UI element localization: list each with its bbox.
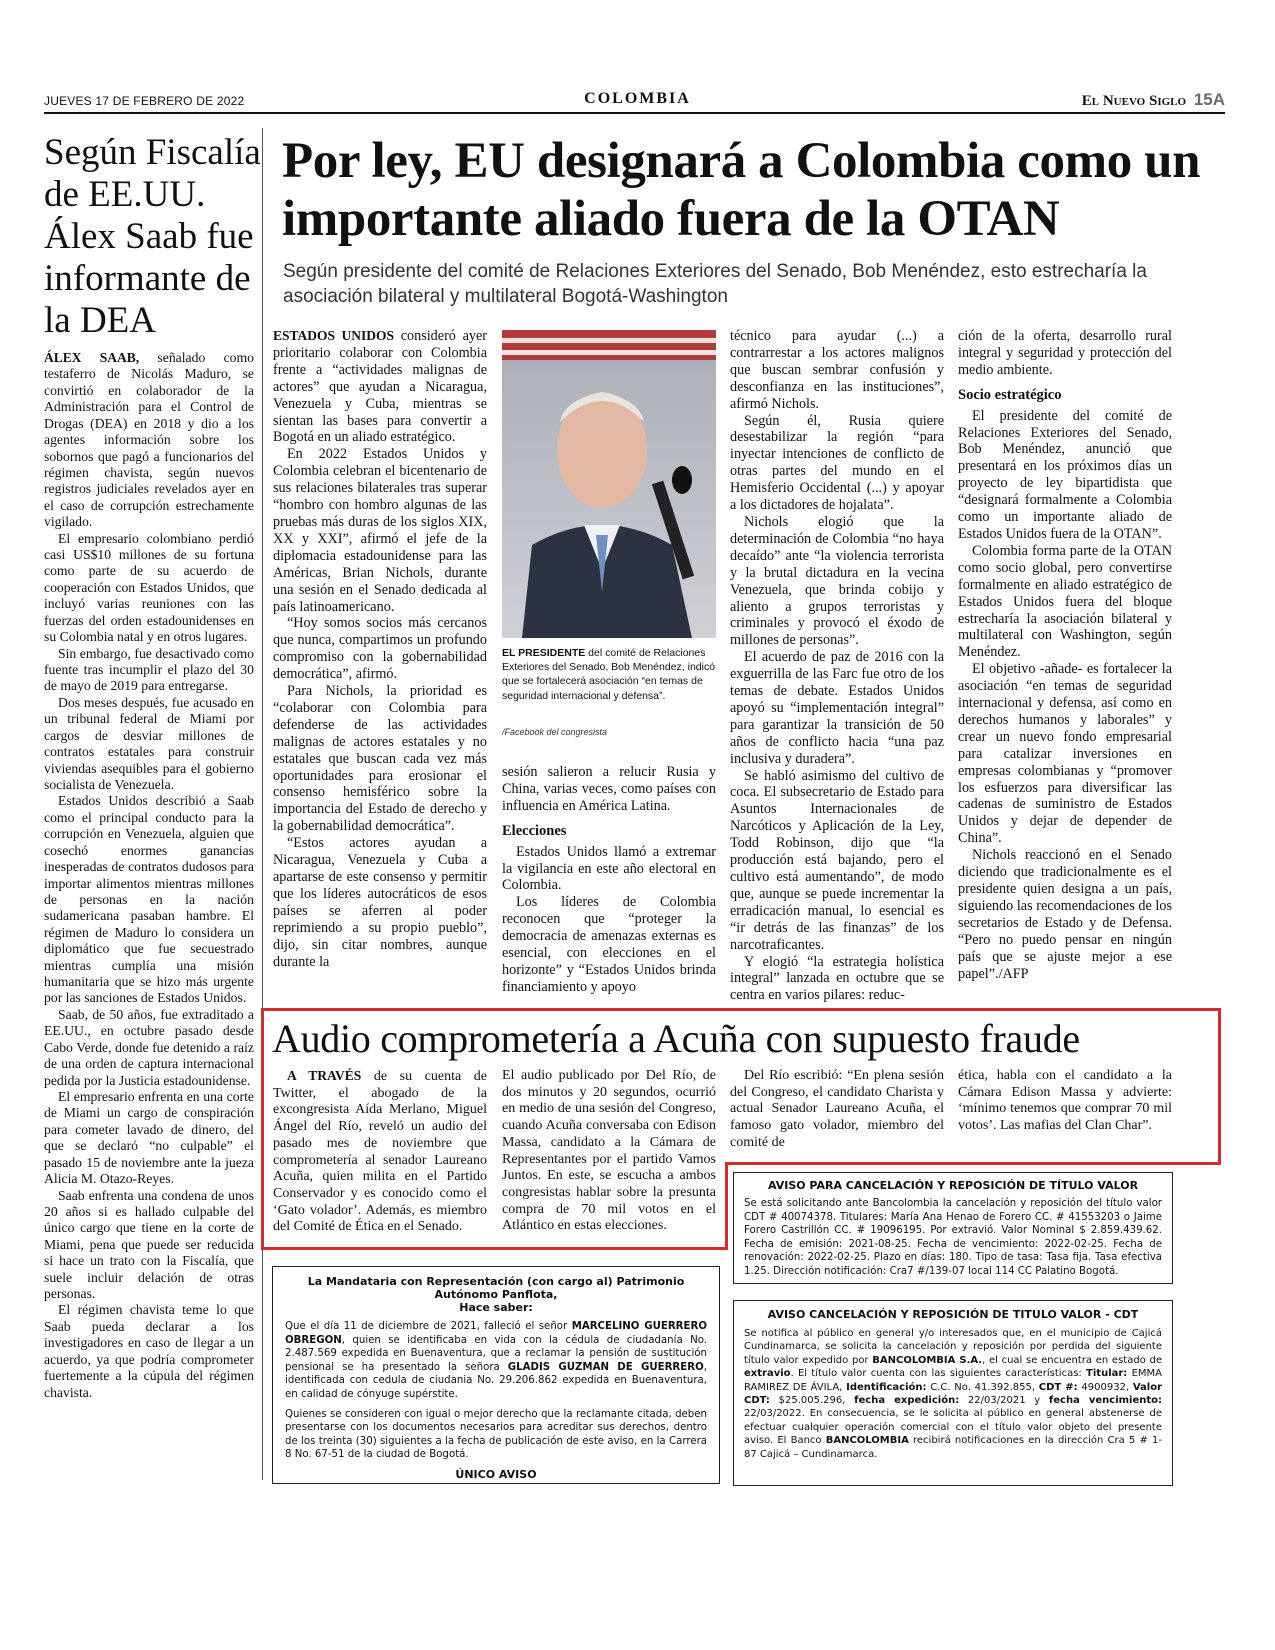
notice-text: . El título valor cuenta con las siguientes características:	[790, 1368, 1082, 1380]
menendez-photo	[502, 330, 716, 638]
notice-heading: La Mandataria con Representación (con cargo al) Patrimonio Autónomo Panflota,	[307, 1275, 685, 1301]
notice-heading-2: Hace saber:	[459, 1301, 533, 1314]
otan-paragraph: técnico para ayudar (...) a contrarrestar a los actores malignos que buscan sembrar confusión y desconfianza en las instituciones”, afirmó Nichols.	[730, 328, 944, 412]
field-value: $25.005.296,	[778, 1395, 846, 1407]
otan-paragraph: consideró ayer prioritario colaborar con Colombia frente a “actividades malignas de actores” que ayudan a Nicaragua, Venezuela y Cuba, mientras se sientan las bases para convertir a Bogotá en un aliado estratégico.	[273, 328, 487, 446]
audio-lead: A TRAVÉS	[287, 1068, 362, 1083]
field-value: 22/03/2021 y	[967, 1395, 1041, 1407]
field-value: EMMA RAMIREZ DE ÁVILA,	[744, 1368, 1162, 1393]
notice-body	[744, 1327, 1162, 1461]
saab-paragraph: Estados Unidos describió a Saab como el principal conducto para la corrupción en Venezuela, alguien que cosechó enormes ganancias inesperadas de contratos dudosos para importar alimentos mientras millones de personas en la nación sudamericana pasaban hambre. El régimen de Maduro lo considera un diplomático que fue secuestrado mientras cumplía una misión humanitaria que se hizo más urgente por las sanciones de Estados Unidos.	[44, 793, 254, 1006]
claimant-name: GLADIS GUZMAN DE GUERRERO	[507, 1361, 704, 1373]
legal-notice-panflota	[272, 1266, 720, 1484]
field-value: 22/03/2022.	[744, 1408, 805, 1420]
otan-paragraph: “Hoy somos socios más cercanos que nunca, compartimos un profundo compromiso con la gobernabilidad democrática”, afirmó.	[273, 615, 487, 683]
column-divider	[262, 128, 263, 1480]
otan-paragraph: Según él, Rusia quiere desestabilizar la región “para inyectar intenciones de conflicto de otras partes del mundo en el Hemisferio Occidental (...) y apoyar a los dictadores de hojalata”.	[730, 412, 944, 514]
brand-name: El Nuevo Siglo	[1081, 93, 1187, 109]
photo-caption	[502, 646, 716, 703]
otan-column-4	[958, 328, 1172, 982]
otan-column-2	[502, 764, 716, 996]
issue-date: JUEVES 17 DE FEBRERO DE 2022	[44, 94, 245, 108]
otan-paragraph: ción de la oferta, desarrollo rural integral y seguridad y protección del medio ambiente.	[958, 328, 1172, 378]
deceased-name: MARCELINO GUERRERO OBREGON	[285, 1321, 707, 1346]
notice-body-2: Quienes se consideren con igual o mejor derecho que la reclamante citada, deben presentarse con los documentos necesarios para acreditar sus derechos, dentro de los treinta (30) siguientes a la fecha de publicación de este aviso, en la Carrera 8 No. 67-51 de la ciudad de Bogotá.	[285, 1408, 707, 1461]
notice-text: Se notifica al público en general y/o interesados que, en el municipio de Cajicá Cundinamarca, se solicita la cancelación y reposición por perdida del siguiente título valor expedido por	[744, 1328, 1162, 1366]
newspaper-brand	[1082, 90, 1225, 110]
otan-paragraph: sesión salieron a relucir Rusia y China, varias veces, como países con influencia en América Latina.	[502, 764, 716, 814]
notice-title: AVISO CANCELACIÓN Y REPOSICIÓN DE TITULO VALOR - CDT	[767, 1308, 1139, 1321]
notice-text: , quien se identificaba en vida con la cédula de ciudadanía No. 2.487.569 expedida en Buenaventura, que a reclamar la pensión de sustitución pensional se ha presentado la señora	[285, 1334, 707, 1373]
notice-text: Que el día 11 de diciembre de 2021, falleció el señor	[285, 1321, 568, 1332]
audio-paragraph: El audio publicado por Del Río, de dos minutos y 20 segundos, ocurrió en medio de una sesión del Congreso, cuando Acuña conversaba con Edison Massa, candidato a la Cámara de Representantes por el partido Vamos Juntos. En este, se escucha a ambos congresistas hablar sobre la presunta compra de 70 mil votos en el Atlántico en estas elecciones.	[502, 1068, 716, 1234]
field-value: 4900932,	[1081, 1381, 1130, 1393]
saab-paragraph: Dos meses después, fue acusado en un tribunal federal de Miami por cargos de desviar millones de contratos estatales para construir viviendas asequibles para el gobierno socialista de Venezuela.	[44, 694, 254, 792]
saab-paragraph: Saab enfrenta una condena de unos 20 años si es hallado culpable del único cargo que tiene en la corte de Miami, pena que puede ser reducida si hace un trato con la Fiscalía, que suele incluir delación de otras personas.	[44, 1187, 254, 1302]
field-label: fecha vencimiento:	[1048, 1395, 1163, 1407]
notice-text: En consecuencia, se le solicita al público en general abstenerse de efectuar cualquier operación comercial con el título valor objeto del presente aviso. El Banco	[744, 1408, 1162, 1447]
otan-paragraph: Se habló asimismo del cultivo de coca. El subsecretario de Estado para Asuntos Internacionales de Narcóticos y Aplicación de la Ley, Todd Robinson, dijo que “la producción está bajando, pero el cultivo está aumentando”, de modo que, aunque se puede incrementar la erradicación manual, lo esencial es “ir detrás de las finanzas” de los narcotraficantes.	[730, 767, 944, 953]
otan-headline: Por ley, EU designará a Colombia como un importante aliado fuera de la OTAN	[282, 133, 1201, 247]
subhead-socio-estrategico: Socio estratégico	[958, 386, 1062, 403]
audio-paragraph: ética, habla con el candidato a la Cámara Edison Massa y advierte: ‘mínimo tenemos que comprar 70 mil votos’. Las mafias del Clan Char”.	[958, 1068, 1172, 1134]
audio-column-1	[273, 1068, 487, 1236]
photo-credit: /Facebook del congresista	[502, 727, 608, 737]
header-rule	[44, 112, 1225, 114]
page-number: 15A	[1193, 90, 1225, 109]
audio-column-3	[730, 1068, 944, 1152]
subhead-elecciones: Elecciones	[502, 822, 567, 839]
audio-paragraph: Del Río escribió: “En plena sesión del Congreso, el candidato Charista y actual Senador Laureano Acuña, el famoso gato volador, miembro del comité de	[730, 1068, 944, 1150]
field-label: Titular:	[1086, 1368, 1128, 1380]
notice-text: , el cual se encuentra en estado de	[982, 1354, 1162, 1366]
audio-column-4	[958, 1068, 1172, 1135]
audio-column-2	[502, 1068, 716, 1235]
otan-column-3	[730, 328, 944, 1004]
notice-text: recibirá notificaciones en la dirección Cra 5 # 1- 87 Cajicá – Cundinamarca.	[744, 1435, 1162, 1460]
title-state: extravio	[744, 1368, 791, 1380]
saab-paragraph: El empresario colombiano perdió casi US$10 millones de su fortuna como parte de su acuerdo de cooperación con Estados Unidos, que incluyó varias reuniones con las fuerzas del orden estadounidenses en su Colombia natal y en otros lugares.	[44, 530, 254, 645]
saab-paragraph: Saab, de 50 años, fue extraditado a EE.UU., en octubre pasado desde Cabo Verde, donde fue detenido a raíz de una orden de captura internacional pedida por la Justicia estadounidense.	[44, 1006, 254, 1088]
notice-text: , identificada con cedula de ciudania No. 29.206.862 expedida en Buenaventura, en calidad de cónyuge supérstite.	[285, 1361, 707, 1400]
bank-name: BANCOLOMBIA S.A.	[872, 1354, 983, 1366]
caption-text: del comité de Relaciones Exteriores del Senado, Bob Menéndez, indicó que se fortalecerá asociación “en temas de seguridad internacional y defensa”.	[502, 647, 716, 702]
notice-title: AVISO PARA CANCELACIÓN Y REPOSICIÓN DE TÍTULO VALOR	[767, 1179, 1139, 1192]
saab-article-body	[44, 350, 254, 1401]
otan-paragraph: Para Nichols, la prioridad es “colaborar con Colombia para defenderse de las actividades malignas de actores estatales y no estatales que buscan cada vez más oportunidades para erosionar el consenso hemisférico sobre la importancia del Estado de derecho y la gobernabilidad democrática”.	[273, 683, 487, 835]
otan-subheadline: Según presidente del comité de Relaciones Exteriores del Senado, Bob Menéndez, esto estrecharía la asociación bilateral y multilateral Bogotá-Washington	[283, 261, 1147, 307]
saab-headline: Según Fiscalía de EE.UU. Álex Saab fue informante de la DEA	[44, 132, 261, 341]
otan-paragraph: Estados Unidos llamó a extremar la vigilancia en este año electoral en Colombia.	[502, 843, 716, 894]
otan-paragraph: El acuerdo de paz de 2016 con la exguerrilla de las Farc fue otro de los temas de debate. Estados Unidos apoyó su “implementación integral” para garantizar la transición de 50 años de conflicto hacia “una paz inclusiva y duradera”.	[730, 649, 944, 767]
notice-footer: ÚNICO AVISO	[455, 1467, 537, 1481]
saab-paragraph: señalado como testaferro de Nicolás Maduro, se convirtió en colaborador de la Administración para el Control de Drogas (DEA) en 2018 y dio a los agentes información sobre los sobornos que pagó a funcionarios del régimen chavista, según nuevos registros judiciales revelados ayer en el caso de corrupción estrechamente vigilado.	[44, 350, 254, 530]
otan-paragraph: Y elogió “la estrategia holística integral” lanzada en octubre que se centra en varios pilares: reduc-	[730, 953, 944, 1004]
speaker-illustration	[502, 330, 716, 638]
otan-paragraph: Colombia forma parte de la OTAN como socio global, pero convertirse formalmente en aliado estratégico de Estados Unidos fuera del bloque estrecharía la asociación bilateral y multilateral con Washington, según Menéndez.	[958, 542, 1172, 661]
otan-paragraph: El presidente del comité de Relaciones Exteriores del Senado, Bob Menéndez, anunció que presentará en los próximos días un proyecto de ley bipartidista que “designará formalmente a Colombia como un importante aliado de Estados Unidos fuera de la OTAN”.	[958, 407, 1172, 542]
field-label: Identificación:	[846, 1381, 927, 1393]
section-name: COLOMBIA	[584, 90, 691, 107]
notice-body: Se está solicitando ante Bancolombia la cancelación y reposición del título valor CDT # 40074378. Titulares: María Ana Henao de Forero CC. # 41553203 o Jaime Forero Castrillón CC. # 19096195. Por extravió. Valor Nominal $ 2.859.439.62. Fecha de emisión: 2021-08-25. Fecha de vencimiento: 2022-02-25. Fecha de renovación: 2022-02-25. Plazo en días: 180. Tipo de tasa: Tasa fija. Tasa efectiva 1.25. Dirección notificación: Cra7 #/139-07 local 114 CC Palatino Bogotá.	[744, 1198, 1162, 1277]
otan-paragraph: Los líderes de Colombia reconocen que “proteger la democracia de amenazas externas es esencial, con elecciones en el horizonte” y “Estados Unidos brinda financiamiento y apoyo	[502, 894, 716, 995]
caption-lead: EL PRESIDENTE	[502, 647, 586, 659]
saab-paragraph: El empresario enfrenta en una corte de Miami un cargo de conspiración para cometer lavado de dinero, del que se declaró “no culpable” el pasado 15 de noviembre ante la jueza Alicia M. Otazo-Reyes.	[44, 1088, 254, 1187]
saab-paragraph: Sin embargo, fue desactivado como fuente tras incumplir el plazo del 30 de mayo de 2019 para entregarse.	[44, 645, 254, 694]
highlight-box-edge	[726, 1162, 1221, 1165]
otan-paragraph: En 2022 Estados Unidos y Colombia celebran el bicentenario de sus relaciones bilaterales tras superar “hombro con hombro algunas de las pruebas más duras de los siglos XIX, XX y XXI”, afirmó el jefe de la diplomacia estadounidense para las Américas, Brian Nichols, durante una sesión en el Senado dedicada al país latinoamericano.	[273, 446, 487, 615]
otan-column-1	[273, 328, 487, 970]
otan-paragraph: “Estos actores ayudan a Nicaragua, Venezuela y Cuba a apartarse de este consenso y permitir que los líderes autocráticos de esos países se aferren al poder reprimiendo a su propio pueblo”, dijo, sin citar nombres, aunque durante la	[273, 835, 487, 970]
otan-lead: ESTADOS UNIDOS	[273, 328, 395, 343]
audio-paragraph: de su cuenta de Twitter, el abogado de la excongresista Aída Merlano, Miguel Ángel del Río, reveló un audio del pasado mes de noviembre que comprometería al senador Laureano Acuña, quien milita en el Partido Conservador y es conocido como el ‘Gato volador’. Además, es miembro del Comité de Ética en el Senado.	[273, 1069, 487, 1235]
saab-lead: ÁLEX SAAB,	[44, 350, 140, 365]
audio-headline: Audio comprometería a Acuña con supuesto fraude	[272, 1016, 1080, 1061]
otan-paragraph: Nichols reaccionó en el Senado diciendo que tradicionalmente es el presidente quien designa a un país, siguiendo las recomendaciones de los secretarios de Estado y de Defensa. “Pero no puedo pensar en ningún país que se ajuste mejor a ese papel”./AFP	[958, 847, 1172, 982]
notice-body	[285, 1320, 707, 1402]
legal-notice-cdt-2	[733, 1300, 1173, 1486]
field-label: CDT #:	[1038, 1381, 1078, 1393]
otan-paragraph: El objetivo -añade- es fortalecer la asociación “en temas de seguridad internacional y defensa, así como en derechos humanos y laborales” y crear un nuevo fondo empresarial para catalizar inversiones en empresas colombianas y “promover los esfuerzos para diversificar las cadenas de suministro de Estados Unidos y dejar de depender de China”.	[958, 661, 1172, 847]
field-label: fecha expedición:	[854, 1395, 960, 1407]
field-value: C.C. No. 41.392.855,	[930, 1381, 1036, 1393]
field-label: Valor CDT:	[744, 1381, 1163, 1407]
legal-notice-cdt-1	[733, 1172, 1173, 1284]
saab-paragraph: El régimen chavista teme lo que Saab pueda declarar a los investigadores en caso de llegar a un acuerdo, ya que podría comprometer fuertemente a la cúpula del régimen chavista.	[44, 1302, 254, 1400]
otan-paragraph: Nichols elogió que la determinación de Colombia “no haya decaído” ante “la violencia terrorista y la brutal dictadura en la vecina Venezuela, que brinda cobijo y aliento a grupos terroristas y criminales y provocó el éxodo de millones de personas”.	[730, 513, 944, 649]
bank-name: BANCOLOMBIA	[825, 1435, 909, 1447]
